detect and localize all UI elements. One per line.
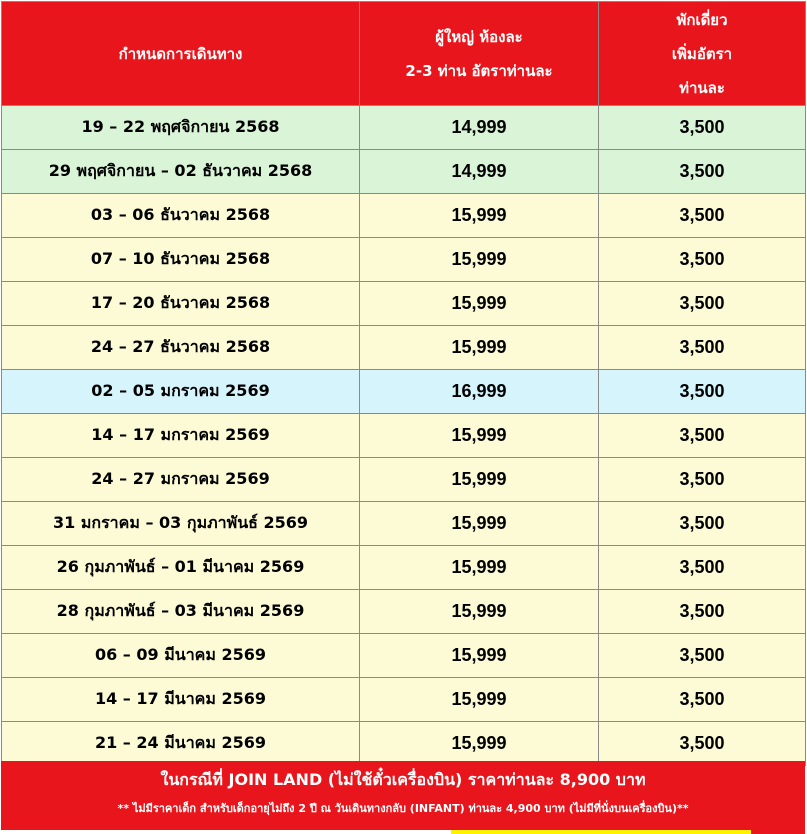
header-single-line2: เพิ่มอัตรา (671, 44, 733, 63)
infant-note: ** ไม่มีราคาเด็ก สำหรับเด็กอายุไม่ถึง 2 ปี ณ วันเดินทางกลับ (INFANT) ท่านละ 4,900 บาท (ไม่มีที่นั่งบนเครื่องบิน)** (117, 802, 689, 815)
table-row (2, 502, 806, 546)
footer-notice (1, 761, 805, 834)
table-row (2, 194, 806, 238)
adult-price-cell: 15,999 (360, 546, 599, 590)
price-table (1, 1, 806, 766)
travel-date-cell: 28 กุมภาพันธ์ – 03 มีนาคม 2569 (2, 590, 360, 634)
adult-price-cell: 15,999 (360, 238, 599, 282)
adult-price-cell: 15,999 (360, 282, 599, 326)
table-header-row (2, 2, 806, 106)
travel-date-cell: 17 – 20 ธันวาคม 2568 (2, 282, 360, 326)
table-row (2, 282, 806, 326)
table-row (2, 150, 806, 194)
header-single-supplement (599, 2, 806, 106)
table-row (2, 370, 806, 414)
travel-date-cell: 31 มกราคม – 03 กุมภาพันธ์ 2569 (2, 502, 360, 546)
adult-price-cell: 15,999 (360, 722, 599, 766)
adult-price-cell: 14,999 (360, 106, 599, 150)
travel-date-cell: 26 กุมภาพันธ์ – 01 มีนาคม 2569 (2, 546, 360, 590)
travel-date-cell: 24 – 27 มกราคม 2569 (2, 458, 360, 502)
single-supplement-cell: 3,500 (599, 414, 806, 458)
travel-date-cell: 07 – 10 ธันวาคม 2568 (2, 238, 360, 282)
adult-price-cell: 15,999 (360, 634, 599, 678)
table-row (2, 546, 806, 590)
single-supplement-cell: 3,500 (599, 282, 806, 326)
single-supplement-cell: 3,500 (599, 634, 806, 678)
travel-date-cell: 19 – 22 พฤศจิกายน 2568 (2, 106, 360, 150)
adult-price-cell: 15,999 (360, 502, 599, 546)
travel-date-cell: 06 – 09 มีนาคม 2569 (2, 634, 360, 678)
adult-price-cell: 15,999 (360, 590, 599, 634)
header-single-line1: พักเดี่ยว (676, 10, 728, 29)
adult-price-cell: 16,999 (360, 370, 599, 414)
table-row (2, 590, 806, 634)
travel-date-cell: 03 – 06 ธันวาคม 2568 (2, 194, 360, 238)
join-land-note: ในกรณีที่ JOIN LAND (ไม่ใช้ตั๋วเครื่องบิน) ราคาท่านละ 8,900 บาท (160, 770, 646, 789)
table-row (2, 722, 806, 766)
table-row (2, 106, 806, 150)
footer-strip-white (1, 830, 451, 834)
travel-date-cell: 24 – 27 ธันวาคม 2568 (2, 326, 360, 370)
adult-price-cell: 15,999 (360, 326, 599, 370)
travel-date-cell: 02 – 05 มกราคม 2569 (2, 370, 360, 414)
header-travel-dates (2, 2, 360, 106)
single-supplement-cell: 3,500 (599, 150, 806, 194)
table-row (2, 414, 806, 458)
single-supplement-cell: 3,500 (599, 106, 806, 150)
travel-date-cell: 14 – 17 มกราคม 2569 (2, 414, 360, 458)
header-adult-price-line1: ผู้ใหญ่ ห้องละ (435, 27, 523, 46)
travel-date-cell: 21 – 24 มีนาคม 2569 (2, 722, 360, 766)
single-supplement-cell: 3,500 (599, 458, 806, 502)
single-supplement-cell: 3,500 (599, 326, 806, 370)
table-row (2, 678, 806, 722)
header-travel-dates-label: กำหนดการเดินทาง (118, 44, 243, 63)
table-row (2, 238, 806, 282)
header-adult-price-line2: 2-3 ท่าน อัตราท่านละ (405, 61, 553, 80)
header-adult-price (360, 2, 599, 106)
adult-price-cell: 15,999 (360, 194, 599, 238)
table-row (2, 634, 806, 678)
adult-price-cell: 15,999 (360, 678, 599, 722)
single-supplement-cell: 3,500 (599, 678, 806, 722)
travel-date-cell: 14 – 17 มีนาคม 2569 (2, 678, 360, 722)
single-supplement-cell: 3,500 (599, 194, 806, 238)
adult-price-cell: 14,999 (360, 150, 599, 194)
table-row (2, 326, 806, 370)
single-supplement-cell: 3,500 (599, 722, 806, 766)
adult-price-cell: 15,999 (360, 414, 599, 458)
single-supplement-cell: 3,500 (599, 370, 806, 414)
travel-date-cell: 29 พฤศจิกายน – 02 ธันวาคม 2568 (2, 150, 360, 194)
single-supplement-cell: 3,500 (599, 502, 806, 546)
header-single-line3: ท่านละ (679, 78, 725, 97)
single-supplement-cell: 3,500 (599, 546, 806, 590)
single-supplement-cell: 3,500 (599, 238, 806, 282)
adult-price-cell: 15,999 (360, 458, 599, 502)
table-row (2, 458, 806, 502)
footer-strip-yellow (451, 830, 751, 834)
single-supplement-cell: 3,500 (599, 590, 806, 634)
